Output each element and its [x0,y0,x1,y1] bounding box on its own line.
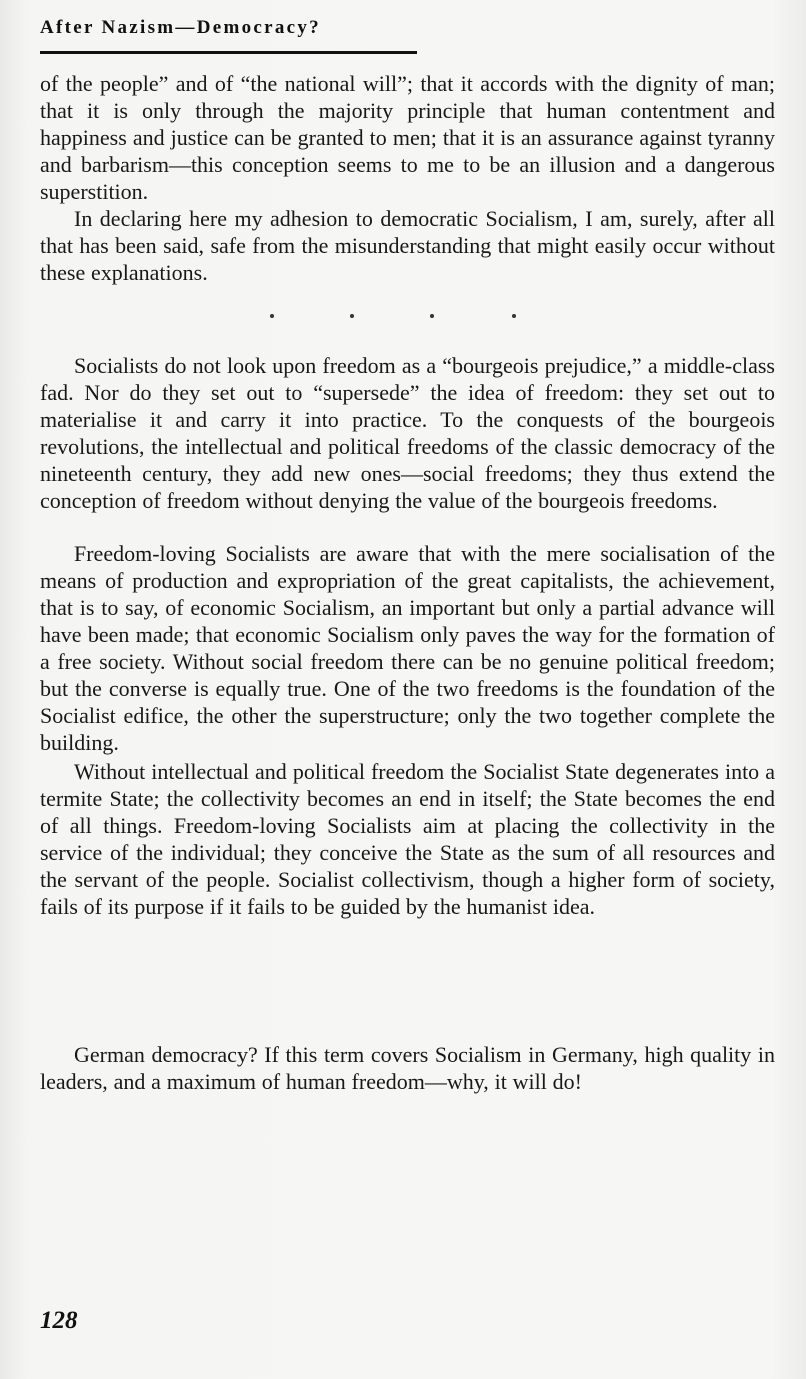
running-head: After Nazism—Democracy? [40,17,321,38]
paragraph-3 [40,352,775,514]
paragraph-5-text: Without intellectual and political freedom the Socialist State degenerates into a termite State; the collectivity becomes an end in itself; the State becomes the end of all things. Freedom-loving Socialists aim at placing the collectivity in the service of the individual; they conceive the State as the sum of all resources and the servant of the people. Socialist collectivism, though a higher form of society, fails of its purpose if it fails to be guided by the humanist idea. [40,759,775,919]
paragraph-1 [40,70,775,205]
paragraph-2-text: In declaring here my adhesion to democratic Socialism, I am, surely, after all that has been said, safe from the misunderstanding that might easily occur without these explanations. [40,206,775,285]
section-break-dot [512,314,516,318]
page-number: 128 [40,1307,78,1334]
paragraph-3-text: Socialists do not look upon freedom as a “bourgeois prejudice,” a middle-class fad. Nor do they set out to “supersede” the idea of freedom: they set out to materialise it and carry it into practice. To the conquests of the bourgeois revolutions, the intellectual and political freedoms of the classic democracy of the nineteenth century, they add new ones—social freedoms; they thus extend the conception of freedom without denying the value of the bourgeois freedoms. [40,353,775,513]
section-break-dot [430,314,434,318]
header-rule [40,51,417,54]
paragraph-6 [40,1041,775,1095]
section-break-dot [270,314,274,318]
section-break [250,302,550,332]
paragraph-2 [40,205,775,286]
paragraph-5 [40,758,775,920]
paragraph-4 [40,540,775,756]
paragraph-4-text: Freedom-loving Socialists are aware that with the mere socialisation of the means of production and expropriation of the great capitalists, the achievement, that is to say, of economic Socialism, an important but only a partial advance will have been made; that economic Socialism only paves the way for the formation of a free society. Without social freedom there can be no genuine political freedom; but the converse is equally true. One of the two freedoms is the foundation of the Socialist edifice, the other the superstructure; only the two together complete the building. [40,541,775,755]
paragraph-1-text: of the people” and of “the national will”; that it accords with the dignity of man; that it is only through the majority principle that human contentment and happiness and justice can be granted to men; that it is an assurance against tyranny and barbarism—this conception seems to me to be an illusion and a dangerous superstition. [40,71,775,204]
paragraph-6-text: German democracy? If this term covers Socialism in Germany, high quality in leaders, and a maximum of human freedom—why, it will do! [40,1042,775,1094]
section-break-dot [350,314,354,318]
